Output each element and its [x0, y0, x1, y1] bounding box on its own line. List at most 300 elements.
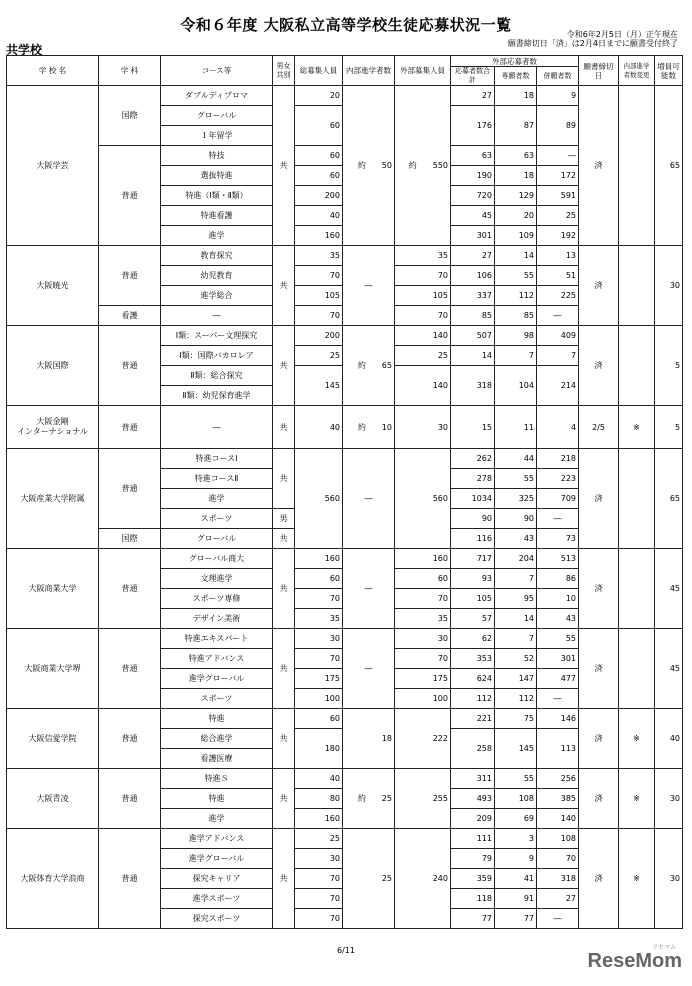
header-internal: 内部進学者数: [343, 56, 395, 86]
total-cell: 160: [295, 549, 343, 569]
gender-cell: 共: [273, 529, 295, 549]
date-note: [508, 30, 678, 48]
single-cell: 9: [495, 849, 537, 869]
school-name: 大阪青凌: [7, 769, 99, 829]
course-name: 特進コースⅡ: [161, 469, 273, 489]
app-total-cell: 116: [451, 529, 495, 549]
gender-cell: 共: [273, 629, 295, 709]
app-total-cell: 176: [451, 106, 495, 146]
course-name: 進学アドバンス: [161, 829, 273, 849]
course-name: １年留学: [161, 126, 273, 146]
external-cell: 140: [395, 326, 451, 346]
combined-cell: 477: [537, 669, 579, 689]
increase-cell: 65: [655, 86, 683, 246]
total-cell: 60: [295, 709, 343, 729]
change-cell: [619, 549, 655, 629]
course-name: 特進アドバンス: [161, 649, 273, 669]
course-name: 特進: [161, 709, 273, 729]
external-cell: 105: [395, 286, 451, 306]
dept-name: 国際: [99, 529, 161, 549]
single-cell: 108: [495, 789, 537, 809]
total-cell: 80: [295, 789, 343, 809]
total-cell: 40: [295, 406, 343, 449]
course-name: 特進エキスパート: [161, 629, 273, 649]
total-cell: 175: [295, 669, 343, 689]
app-total-cell: 77: [451, 909, 495, 929]
app-total-cell: 105: [451, 589, 495, 609]
single-cell: 104: [495, 366, 537, 406]
total-cell: 70: [295, 909, 343, 929]
single-cell: 85: [495, 306, 537, 326]
external-cell: 222: [395, 709, 451, 769]
app-total-cell: 262: [451, 449, 495, 469]
total-cell: 60: [295, 166, 343, 186]
single-cell: 90: [495, 509, 537, 529]
combined-cell: 10: [537, 589, 579, 609]
course-name: グローバル商大: [161, 549, 273, 569]
external-cell: 約 550: [395, 86, 451, 246]
total-cell: 70: [295, 889, 343, 909]
course-name: スポーツ: [161, 689, 273, 709]
header-ext-group: 外部応募者数: [451, 56, 579, 67]
course-name: Ⅱ類：幼児保育進学: [161, 386, 273, 406]
table-row: [7, 449, 683, 469]
increase-cell: 5: [655, 406, 683, 449]
combined-cell: 318: [537, 869, 579, 889]
course-name: Ⅱ類：総合探究: [161, 366, 273, 386]
combined-cell: 385: [537, 789, 579, 809]
resemom-logo: [587, 945, 682, 973]
school-name: 大阪産業大学附属: [7, 449, 99, 549]
internal-cell: ―: [343, 549, 395, 629]
app-total-cell: 507: [451, 326, 495, 346]
app-total-cell: 209: [451, 809, 495, 829]
logo-text: ReseMom: [587, 950, 682, 972]
school-name: 大阪暁光: [7, 246, 99, 326]
external-cell: 25: [395, 346, 451, 366]
single-cell: 18: [495, 86, 537, 106]
total-cell: 25: [295, 829, 343, 849]
total-cell: 145: [295, 366, 343, 406]
single-cell: 11: [495, 406, 537, 449]
app-total-cell: 63: [451, 146, 495, 166]
dept-name: 普通: [99, 769, 161, 829]
external-cell: 255: [395, 769, 451, 829]
single-cell: 7: [495, 629, 537, 649]
combined-cell: 86: [537, 569, 579, 589]
combined-cell: 13: [537, 246, 579, 266]
course-name: ダブルディプロマ: [161, 86, 273, 106]
change-cell: [619, 326, 655, 406]
deadline-cell: 済: [579, 449, 619, 549]
dept-name: 普通: [99, 326, 161, 406]
single-cell: 95: [495, 589, 537, 609]
total-cell: 105: [295, 286, 343, 306]
combined-cell: ―: [537, 909, 579, 929]
table-row: [7, 406, 683, 449]
total-cell: 30: [295, 629, 343, 649]
total-cell: 160: [295, 226, 343, 246]
app-total-cell: 1034: [451, 489, 495, 509]
internal-cell: 約 25: [343, 769, 395, 829]
change-cell: [619, 246, 655, 326]
combined-cell: 256: [537, 769, 579, 789]
deadline-cell: 済: [579, 86, 619, 246]
external-cell: 30: [395, 406, 451, 449]
school-name: 大阪体育大学浪商: [7, 829, 99, 929]
internal-cell: ―: [343, 449, 395, 549]
deadline-cell: 済: [579, 769, 619, 829]
course-name: ―: [161, 406, 273, 449]
total-cell: 180: [295, 729, 343, 769]
external-cell: 70: [395, 266, 451, 286]
header-deadline: 願書締切日: [579, 56, 619, 86]
total-cell: 70: [295, 589, 343, 609]
combined-cell: 591: [537, 186, 579, 206]
total-cell: 200: [295, 326, 343, 346]
change-cell: [619, 629, 655, 709]
table-row: [7, 709, 683, 729]
course-name: 教育探究: [161, 246, 273, 266]
increase-cell: 30: [655, 829, 683, 929]
total-cell: 70: [295, 649, 343, 669]
external-cell: 100: [395, 689, 451, 709]
app-total-cell: 190: [451, 166, 495, 186]
school-name: 大阪学芸: [7, 86, 99, 246]
combined-cell: ―: [537, 306, 579, 326]
single-cell: 325: [495, 489, 537, 509]
app-total-cell: 278: [451, 469, 495, 489]
single-cell: 145: [495, 729, 537, 769]
total-cell: 60: [295, 106, 343, 146]
external-cell: 560: [395, 449, 451, 549]
increase-cell: 45: [655, 549, 683, 629]
gender-cell: 共: [273, 549, 295, 629]
single-cell: 112: [495, 286, 537, 306]
page-title: 令和６年度 大阪私立高等学校生徒応募状況一覧: [180, 16, 512, 34]
combined-cell: 218: [537, 449, 579, 469]
table-row: [7, 86, 683, 106]
deadline-cell: 済: [579, 549, 619, 629]
combined-cell: 70: [537, 849, 579, 869]
course-name: 進学総合: [161, 286, 273, 306]
course-name: グローバル: [161, 106, 273, 126]
date-line-2: 願書締切日「済」は2月4日までに願書受付終了: [507, 39, 678, 48]
combined-cell: 4: [537, 406, 579, 449]
app-total-cell: 318: [451, 366, 495, 406]
course-name: 進学グローバル: [161, 849, 273, 869]
header-gender: 男女共別: [273, 56, 295, 86]
total-cell: 60: [295, 569, 343, 589]
combined-cell: 7: [537, 346, 579, 366]
course-name: 進学: [161, 809, 273, 829]
internal-cell: 約 10: [343, 406, 395, 449]
combined-cell: 113: [537, 729, 579, 769]
total-cell: 25: [295, 346, 343, 366]
header-single: 専願者数: [495, 67, 537, 86]
course-name: 特進Ｓ: [161, 769, 273, 789]
increase-cell: 45: [655, 629, 683, 709]
gender-cell: 共: [273, 829, 295, 929]
external-cell: 70: [395, 649, 451, 669]
app-total-cell: 353: [451, 649, 495, 669]
total-cell: 560: [295, 449, 343, 549]
deadline-cell: 済: [579, 629, 619, 709]
internal-cell: 約 65: [343, 326, 395, 406]
school-name: [7, 406, 99, 449]
dept-name: 普通: [99, 829, 161, 929]
app-total-cell: 62: [451, 629, 495, 649]
app-total-cell: 311: [451, 769, 495, 789]
single-cell: 69: [495, 809, 537, 829]
course-name: 特進: [161, 789, 273, 809]
dept-name: 普通: [99, 146, 161, 246]
header-change: 内部進学者数変更: [619, 56, 655, 86]
total-cell: 20: [295, 86, 343, 106]
table-row: [7, 326, 683, 346]
table-row: [7, 246, 683, 266]
external-cell: 30: [395, 629, 451, 649]
gender-cell: 共: [273, 449, 295, 509]
external-cell: 60: [395, 569, 451, 589]
app-total-cell: 118: [451, 889, 495, 909]
change-cell: ※: [619, 406, 655, 449]
course-name: Ⅰ類：国際バカロレア: [161, 346, 273, 366]
dept-name: 普通: [99, 406, 161, 449]
app-total-cell: 79: [451, 849, 495, 869]
combined-cell: 146: [537, 709, 579, 729]
app-total-cell: 14: [451, 346, 495, 366]
combined-cell: 709: [537, 489, 579, 509]
deadline-cell: 2/5: [579, 406, 619, 449]
internal-cell: 25: [343, 829, 395, 929]
deadline-cell: 済: [579, 246, 619, 326]
single-cell: 7: [495, 346, 537, 366]
increase-cell: 40: [655, 709, 683, 769]
external-cell: 240: [395, 829, 451, 929]
single-cell: 43: [495, 529, 537, 549]
total-cell: 35: [295, 609, 343, 629]
combined-cell: 43: [537, 609, 579, 629]
deadline-cell: 済: [579, 709, 619, 769]
change-cell: ※: [619, 709, 655, 769]
total-cell: 200: [295, 186, 343, 206]
internal-cell: 約 50: [343, 86, 395, 246]
change-cell: ※: [619, 829, 655, 929]
single-cell: 20: [495, 206, 537, 226]
logo-ruby: リセマム: [652, 945, 676, 951]
single-cell: 14: [495, 246, 537, 266]
header-combined: 併願者数: [537, 67, 579, 86]
app-total-cell: 93: [451, 569, 495, 589]
combined-cell: 214: [537, 366, 579, 406]
single-cell: 87: [495, 106, 537, 146]
external-cell: 70: [395, 589, 451, 609]
app-total-cell: 221: [451, 709, 495, 729]
header-dept: 学 科: [99, 56, 161, 86]
gender-cell: 男: [273, 509, 295, 529]
course-name: 総合進学: [161, 729, 273, 749]
single-cell: 77: [495, 909, 537, 929]
combined-cell: 73: [537, 529, 579, 549]
combined-cell: 51: [537, 266, 579, 286]
single-cell: 91: [495, 889, 537, 909]
external-cell: 70: [395, 306, 451, 326]
external-cell: 140: [395, 366, 451, 406]
single-cell: 112: [495, 689, 537, 709]
app-total-cell: 111: [451, 829, 495, 849]
school-name-line-1: 大阪金剛: [36, 417, 69, 426]
header-school: 学 校 名: [7, 56, 99, 86]
dept-name: 普通: [99, 629, 161, 709]
increase-cell: 65: [655, 449, 683, 549]
app-total-cell: 624: [451, 669, 495, 689]
app-total-cell: 112: [451, 689, 495, 709]
combined-cell: 172: [537, 166, 579, 186]
single-cell: 18: [495, 166, 537, 186]
course-name: 特進コースⅠ: [161, 449, 273, 469]
table-row: [7, 549, 683, 569]
combined-cell: 140: [537, 809, 579, 829]
course-name: 特進（Ⅰ類・Ⅱ類）: [161, 186, 273, 206]
course-name: 看護医療: [161, 749, 273, 769]
gender-cell: 共: [273, 326, 295, 406]
app-total-cell: 717: [451, 549, 495, 569]
internal-cell: ―: [343, 629, 395, 709]
combined-cell: ―: [537, 689, 579, 709]
app-total-cell: 27: [451, 246, 495, 266]
course-name: 進学: [161, 226, 273, 246]
deadline-cell: 済: [579, 829, 619, 929]
course-name: 探究スポーツ: [161, 909, 273, 929]
course-name: 進学グローバル: [161, 669, 273, 689]
dept-name: 普通: [99, 449, 161, 529]
school-name: 大阪商業大学堺: [7, 629, 99, 709]
course-name: 特進看護: [161, 206, 273, 226]
combined-cell: 25: [537, 206, 579, 226]
header-increase: 増員可能数: [655, 56, 683, 86]
app-total-cell: 57: [451, 609, 495, 629]
app-total-cell: 15: [451, 406, 495, 449]
single-cell: 55: [495, 769, 537, 789]
single-cell: 55: [495, 469, 537, 489]
single-cell: 63: [495, 146, 537, 166]
dept-name: 普通: [99, 549, 161, 629]
internal-cell: ―: [343, 246, 395, 326]
header-app-total: 応募者数合計: [451, 67, 495, 86]
gender-cell: 共: [273, 709, 295, 769]
combined-cell: 9: [537, 86, 579, 106]
dept-name: 看護: [99, 306, 161, 326]
total-cell: 35: [295, 246, 343, 266]
combined-cell: 301: [537, 649, 579, 669]
course-name: Ⅰ類：スーパー文理探究: [161, 326, 273, 346]
app-total-cell: 106: [451, 266, 495, 286]
external-cell: 175: [395, 669, 451, 689]
increase-cell: 30: [655, 769, 683, 829]
total-cell: 60: [295, 146, 343, 166]
total-cell: 160: [295, 809, 343, 829]
external-cell: 35: [395, 609, 451, 629]
combined-cell: 108: [537, 829, 579, 849]
total-cell: 40: [295, 206, 343, 226]
single-cell: 98: [495, 326, 537, 346]
course-name: 特技: [161, 146, 273, 166]
section-label: 共学校: [6, 43, 43, 57]
table-row: [7, 829, 683, 849]
single-cell: 75: [495, 709, 537, 729]
school-name: 大阪商業大学: [7, 549, 99, 629]
school-name-line-2: インターナショナル: [17, 427, 88, 436]
app-total-cell: 493: [451, 789, 495, 809]
applications-table: [6, 55, 683, 929]
combined-cell: 55: [537, 629, 579, 649]
app-total-cell: 27: [451, 86, 495, 106]
internal-cell: 18: [343, 709, 395, 769]
header-course: コース等: [161, 56, 273, 86]
combined-cell: 223: [537, 469, 579, 489]
course-name: 進学: [161, 489, 273, 509]
app-total-cell: 720: [451, 186, 495, 206]
course-name: 進学スポーツ: [161, 889, 273, 909]
course-name: 文理進学: [161, 569, 273, 589]
page-number: 6/11: [337, 946, 355, 955]
course-name: デザイン美術: [161, 609, 273, 629]
total-cell: 30: [295, 849, 343, 869]
total-cell: 40: [295, 769, 343, 789]
single-cell: 7: [495, 569, 537, 589]
combined-cell: 27: [537, 889, 579, 909]
change-cell: [619, 86, 655, 246]
course-name: 選抜特進: [161, 166, 273, 186]
dept-name: 普通: [99, 246, 161, 306]
course-name: グローバル: [161, 529, 273, 549]
increase-cell: 5: [655, 326, 683, 406]
date-line-1: 令和6年2月5日（月）正午現在: [566, 30, 678, 39]
combined-cell: ―: [537, 509, 579, 529]
gender-cell: 共: [273, 246, 295, 326]
app-total-cell: 359: [451, 869, 495, 889]
change-cell: ※: [619, 769, 655, 829]
app-total-cell: 258: [451, 729, 495, 769]
app-total-cell: 301: [451, 226, 495, 246]
course-name: ―: [161, 306, 273, 326]
dept-name: 国際: [99, 86, 161, 146]
course-name: スポーツ: [161, 509, 273, 529]
gender-cell: 共: [273, 406, 295, 449]
external-cell: 160: [395, 549, 451, 569]
total-cell: 70: [295, 306, 343, 326]
external-cell: 35: [395, 246, 451, 266]
single-cell: 147: [495, 669, 537, 689]
single-cell: 14: [495, 609, 537, 629]
course-name: 探究キャリア: [161, 869, 273, 889]
single-cell: 129: [495, 186, 537, 206]
total-cell: 100: [295, 689, 343, 709]
single-cell: 109: [495, 226, 537, 246]
combined-cell: 192: [537, 226, 579, 246]
change-cell: [619, 449, 655, 549]
increase-cell: 30: [655, 246, 683, 326]
app-total-cell: 85: [451, 306, 495, 326]
school-name: 大阪国際: [7, 326, 99, 406]
combined-cell: 409: [537, 326, 579, 346]
single-cell: 41: [495, 869, 537, 889]
app-total-cell: 90: [451, 509, 495, 529]
app-total-cell: 45: [451, 206, 495, 226]
combined-cell: ―: [537, 146, 579, 166]
total-cell: 70: [295, 869, 343, 889]
